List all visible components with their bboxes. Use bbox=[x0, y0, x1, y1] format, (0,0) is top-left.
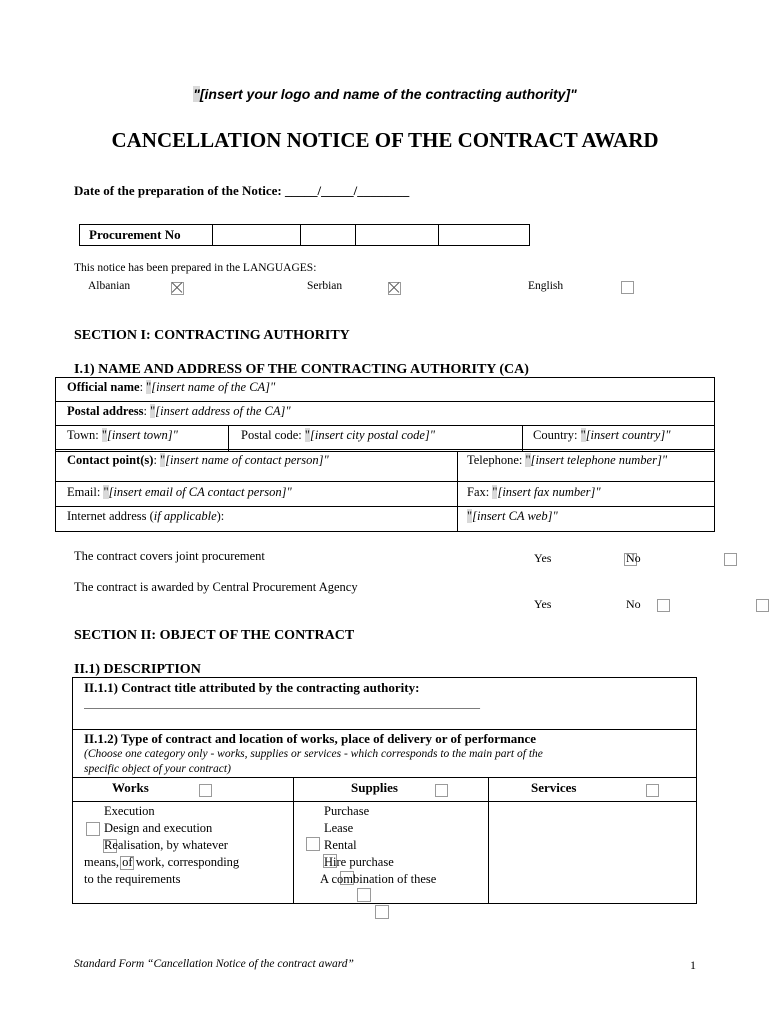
supplies-hire-checkbox[interactable] bbox=[357, 888, 371, 902]
works-realisation-cont-2: to the requirements bbox=[84, 872, 181, 886]
logo-placeholder bbox=[0, 86, 770, 102]
joint-procurement-text: The contract covers joint procurement bbox=[74, 549, 265, 563]
contract-type-note-1: (Choose one category only - works, supplies or services - which corresponds to the main part of the bbox=[84, 748, 543, 760]
language-serbian-label: Serbian bbox=[307, 280, 343, 292]
language-english-checkbox[interactable] bbox=[621, 281, 634, 294]
page-title: CANCELLATION NOTICE OF THE CONTRACT AWARD bbox=[111, 128, 659, 152]
procurement-cell-2[interactable] bbox=[301, 225, 354, 245]
section-2-subtitle: II.1) DESCRIPTION bbox=[74, 662, 201, 677]
joint-no-checkbox[interactable] bbox=[724, 553, 737, 566]
supplies-lease-label: Lease bbox=[324, 821, 354, 835]
language-albanian-label: Albanian bbox=[88, 280, 131, 292]
town-value: [insert town] bbox=[107, 428, 173, 442]
works-execution-label: Execution bbox=[104, 804, 155, 818]
language-albanian-checkbox[interactable] bbox=[171, 282, 184, 295]
email-label: Email: bbox=[67, 485, 101, 499]
fax-label: Fax: bbox=[467, 485, 490, 499]
internet-end: ): bbox=[216, 509, 225, 523]
postal-address-label: Postal address bbox=[67, 404, 144, 418]
postal-code-label: Postal code: bbox=[241, 428, 302, 442]
telephone-value: [insert telephone number] bbox=[530, 453, 662, 467]
official-name-value: [insert name of the CA] bbox=[151, 380, 271, 394]
supplies-checkbox[interactable] bbox=[435, 784, 448, 797]
contract-type-note-2: specific object of your contract) bbox=[84, 763, 231, 775]
contact-value: [insert name of contact person] bbox=[165, 453, 324, 467]
email-cell[interactable]: Email: "[insert email of CA contact person]" bbox=[67, 485, 292, 499]
procurement-label: Procurement No bbox=[89, 227, 181, 242]
postal-address-value: [insert address of the CA] bbox=[155, 404, 286, 418]
works-execution-checkbox[interactable] bbox=[86, 822, 100, 836]
central-yes-label: Yes bbox=[534, 597, 552, 611]
internet-label: Internet address ( bbox=[67, 509, 154, 523]
logo-quote-open: " bbox=[193, 86, 200, 102]
town-cell[interactable]: Town: "[insert town]" bbox=[67, 428, 178, 442]
official-name-row[interactable]: Official name: "[insert name of the CA]" bbox=[67, 380, 276, 394]
postal-address-row[interactable]: Postal address: "[insert address of the CA]" bbox=[67, 404, 291, 418]
works-header: Works bbox=[112, 780, 149, 795]
page-number: 1 bbox=[690, 958, 696, 972]
contract-title-label: II.1.1) Contract title attributed by the contracting authority: bbox=[84, 680, 420, 695]
web-value: [insert CA web] bbox=[472, 509, 553, 523]
country-value: [insert country] bbox=[585, 428, 666, 442]
procurement-cell-4[interactable] bbox=[439, 225, 529, 245]
postal-code-cell[interactable]: Postal code: "[insert city postal code]" bbox=[241, 428, 436, 442]
services-checkbox[interactable] bbox=[646, 784, 659, 797]
contact-cell[interactable]: Contact point(s): "[insert name of contact person]" bbox=[67, 453, 329, 467]
services-header: Services bbox=[531, 780, 577, 795]
works-realisation-cont-1: means, of work, corresponding bbox=[84, 855, 240, 869]
central-agency-text: The contract is awarded by Central Procurement Agency bbox=[74, 580, 358, 594]
telephone-label: Telephone: bbox=[467, 453, 523, 467]
official-name-label: Official name bbox=[67, 380, 140, 394]
contract-title-blank[interactable]: ________________________________________________________________________ bbox=[84, 698, 480, 710]
supplies-rental-label: Rental bbox=[324, 838, 357, 852]
contact-label: Contact point(s) bbox=[67, 453, 154, 467]
logo-text: [insert your logo and name of the contracting authority] bbox=[199, 86, 571, 102]
internet-cell[interactable] bbox=[67, 509, 224, 524]
telephone-cell[interactable]: Telephone: "[insert telephone number]" bbox=[467, 453, 668, 467]
date-blank[interactable]: _____/_____/________ bbox=[284, 183, 410, 198]
date-line bbox=[74, 183, 409, 199]
procurement-cell-3[interactable] bbox=[356, 225, 437, 245]
central-yes-checkbox[interactable] bbox=[657, 599, 670, 612]
supplies-purchase-checkbox[interactable] bbox=[306, 837, 320, 851]
supplies-combination-checkbox[interactable] bbox=[375, 905, 389, 919]
fax-value: [insert fax number] bbox=[497, 485, 596, 499]
section-1-subtitle: I.1) NAME AND ADDRESS OF THE CONTRACTING AUTHORITY (CA) bbox=[74, 362, 529, 377]
fax-cell[interactable]: Fax: "[insert fax number]" bbox=[467, 485, 601, 499]
works-realisation-label: Realisation, by whatever bbox=[104, 838, 228, 852]
web-cell[interactable]: "[insert CA web]" bbox=[467, 509, 558, 523]
section-2-title: SECTION II: OBJECT OF THE CONTRACT bbox=[74, 628, 355, 643]
joint-yes-label: Yes bbox=[534, 551, 552, 565]
language-english-label: English bbox=[528, 280, 564, 292]
supplies-combination-label: A combination of these bbox=[320, 872, 437, 886]
procurement-cell-1[interactable] bbox=[213, 225, 299, 245]
country-cell[interactable]: Country: "[insert country]" bbox=[533, 428, 671, 442]
works-design-label: Design and execution bbox=[104, 821, 213, 835]
postal-code-value: [insert city postal code] bbox=[310, 428, 430, 442]
supplies-header: Supplies bbox=[351, 780, 398, 795]
languages-intro: This notice has been prepared in the LANGUAGES: bbox=[74, 262, 317, 274]
contract-type-label: II.1.2) Type of contract and location of works, place of delivery or of performance bbox=[84, 731, 537, 746]
central-no-label: No bbox=[626, 597, 641, 611]
email-value: [insert email of CA contact person] bbox=[108, 485, 287, 499]
section-1-title: SECTION I: CONTRACTING AUTHORITY bbox=[74, 328, 350, 343]
supplies-purchase-label: Purchase bbox=[324, 804, 370, 818]
language-serbian-checkbox[interactable] bbox=[388, 282, 401, 295]
date-label: Date of the preparation of the Notice: bbox=[74, 183, 282, 198]
country-label: Country: bbox=[533, 428, 578, 442]
logo-quote-close: " bbox=[570, 86, 577, 102]
internet-italic: if applicable bbox=[153, 509, 217, 523]
central-no-checkbox[interactable] bbox=[756, 599, 769, 612]
supplies-hire-label: Hire purchase bbox=[324, 855, 394, 869]
footer-form-name: Standard Form “Cancellation Notice of the contract award” bbox=[74, 958, 354, 970]
town-label: Town: bbox=[67, 428, 99, 442]
works-checkbox[interactable] bbox=[199, 784, 212, 797]
joint-no-label: No bbox=[626, 551, 641, 565]
